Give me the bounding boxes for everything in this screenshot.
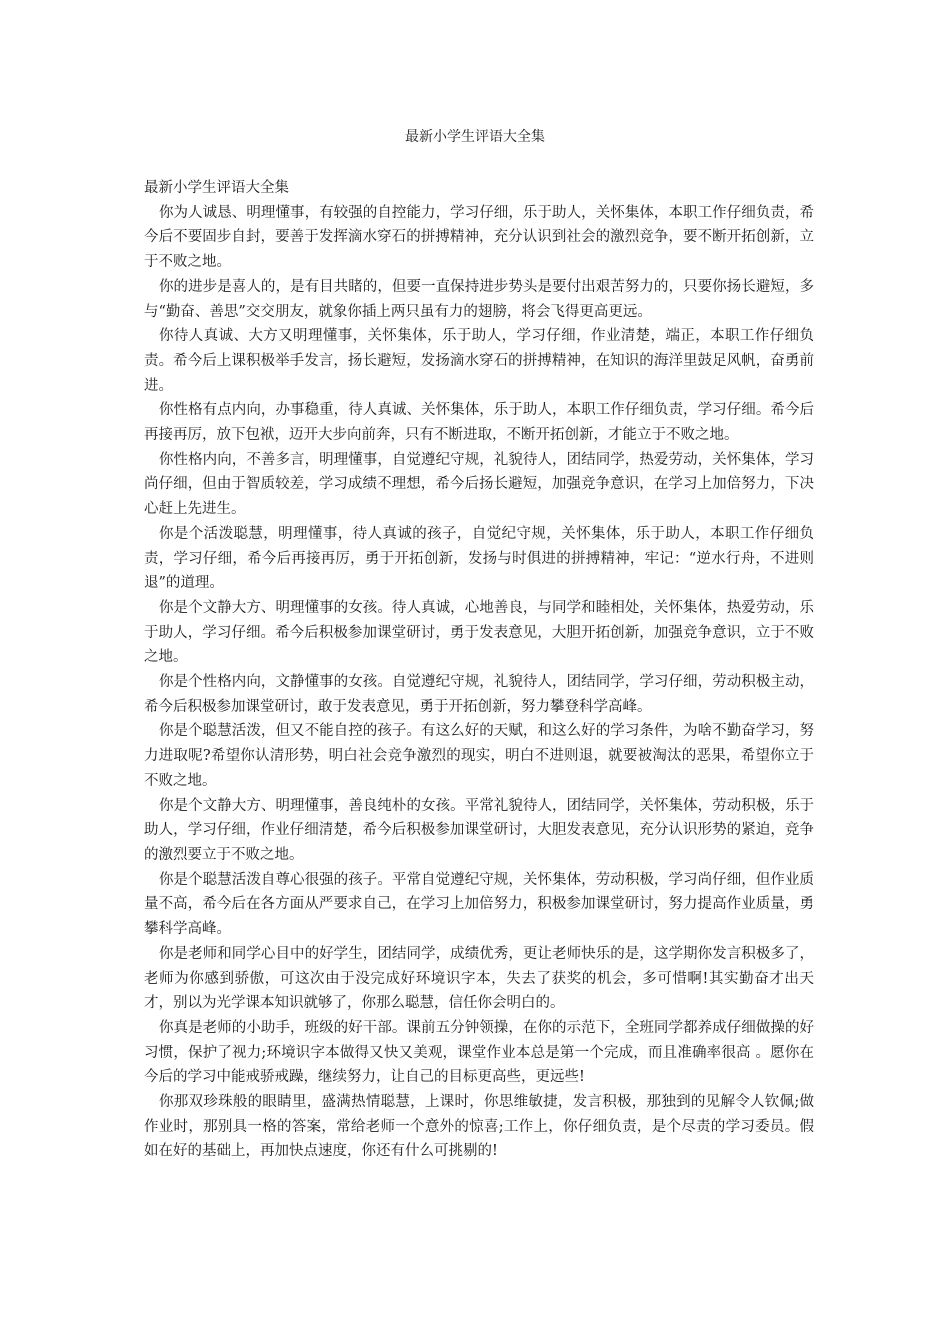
comment-paragraph-12: 你是老师和同学心目中的好学生，团结同学，成绩优秀，更让老师快乐的是，这学期你发言积极多了，老师为你感到骄傲，可这次由于没完成好环境识字本，失去了获奖的机会，多可惜啊!其实勤奋才出天才，别以为光学课本知识就够了，你那么聪慧，信任你会明白的。 [144, 945, 814, 1012]
comment-paragraph-3: 你待人真诚、大方又明理懂事，关怀集体，乐于助人，学习仔细，作业清楚，端正，本职工作仔细负责。希今后上课积极举手发言，扬长避短，发扬滴水穿石的拼搏精神，在知识的海洋里鼓足风帆，奋勇前进。 [144, 328, 814, 394]
comment-paragraph-2: 你的进步是喜人的，是有目共睹的，但要一直保持进步势头是要付出艰苦努力的，只要你扬长避短，多与“勤奋、善思”交交朋友，就象你插上两只虽有力的翅膀，将会飞得更高更远。 [144, 278, 814, 320]
document-subtitle: 最新小学生评语大全集 [144, 180, 289, 196]
comment-paragraph-5: 你性格内向，不善多言，明理懂事，自觉遵纪守规，礼貌待人，团结同学，热爱劳动，关怀集体，学习尚仔细，但由于智质较差，学习成绩不理想，希今后扬长避短，加强竞争意识，在学习上加倍努力，下决心赶上先进生。 [144, 451, 814, 518]
comment-paragraph-10: 你是个文静大方、明理懂事，善良纯朴的女孩。平常礼貌待人，团结同学，关怀集体，劳动积极，乐于助人，学习仔细，作业仔细清楚，希今后积极参加课堂研讨，大胆发表意见，充分认识形势的紧迫，竞争的激烈要立于不败之地。 [144, 797, 814, 863]
comment-paragraph-1: 你为人诚恳、明理懂事，有较强的自控能力，学习仔细，乐于助人，关怀集体，本职工作仔细负责，希今后不要固步自封，要善于发挥滴水穿石的拼搏精神，充分认识到社会的激烈竞争，要不断开拓创新，立于不败之地。 [144, 204, 814, 271]
document-title: 最新小学生评语大全集 [405, 129, 545, 145]
document-body [144, 176, 814, 1164]
comment-paragraph-7: 你是个文静大方、明理懂事的女孩。待人真诚，心地善良，与同学和睦相处，关怀集体，热爱劳动，乐于助人，学习仔细。希今后积极参加课堂研讨，勇于发表意见，大胆开拓创新，加强竞争意识，立于不败之地。 [144, 599, 814, 666]
comment-paragraph-6: 你是个活泼聪慧，明理懂事，待人真诚的孩子，自觉纪守规，关怀集体，乐于助人，本职工作仔细负责，学习仔细，希今后再接再厉，勇于开拓创新，发扬与时俱进的拼搏精神，牢记：“逆水行舟，不进则退”的道理。 [144, 525, 814, 592]
comment-paragraph-9: 你是个聪慧活泼，但又不能自控的孩子。有这么好的天赋，和这么好的学习条件，为啥不勤奋学习，努力进取呢?希望你认清形势，明白社会竞争激烈的现实，明白不进则退，就要被淘汰的恶果，希望你立于不败之地。 [144, 723, 814, 789]
comment-paragraph-8: 你是个性格内向，文静懂事的女孩。自觉遵纪守规，礼貌待人，团结同学，学习仔细，劳动积极主动，希今后积极参加课堂研讨，敢于发表意见，勇于开拓创新，努力攀登科学高峰。 [144, 674, 814, 715]
comment-paragraph-11: 你是个聪慧活泼自尊心很强的孩子。平常自觉遵纪守规，关怀集体，劳动积极，学习尚仔细，但作业质量不高，希今后在各方面从严要求自己，在学习上加倍努力，积极参加课堂研讨，努力提高作业质量，勇攀科学高峰。 [144, 871, 814, 938]
comment-paragraph-13: 你真是老师的小助手，班级的好干部。课前五分钟领操，在你的示范下，全班同学都养成仔细做操的好习惯，保护了视力;环境识字本做得又快又美观，课堂作业本总是第一个完成，而且准确率很高 。愿你在今后的学习中能戒骄戒躁，继续努力，让自己的目标更高些，更远些! [144, 1019, 814, 1086]
comment-paragraph-4: 你性格有点内向，办事稳重，待人真诚、关怀集体，乐于助人，本职工作仔细负责，学习仔细。希今后再接再厉，放下包袱，迈开大步向前奔，只有不断进取，不断开拓创新，才能立于不败之地。 [144, 402, 814, 444]
comment-paragraph-14: 你那双珍珠般的眼睛里，盛满热情聪慧，上课时，你思维敏捷，发言积极，那独到的见解令人钦佩;做作业时，那别具一格的答案，常给老师一个意外的惊喜;工作上，你仔细负责，是个尽责的学习委员。假如在好的基础上，再加快点速度，你还有什么可挑剔的! [144, 1094, 814, 1160]
